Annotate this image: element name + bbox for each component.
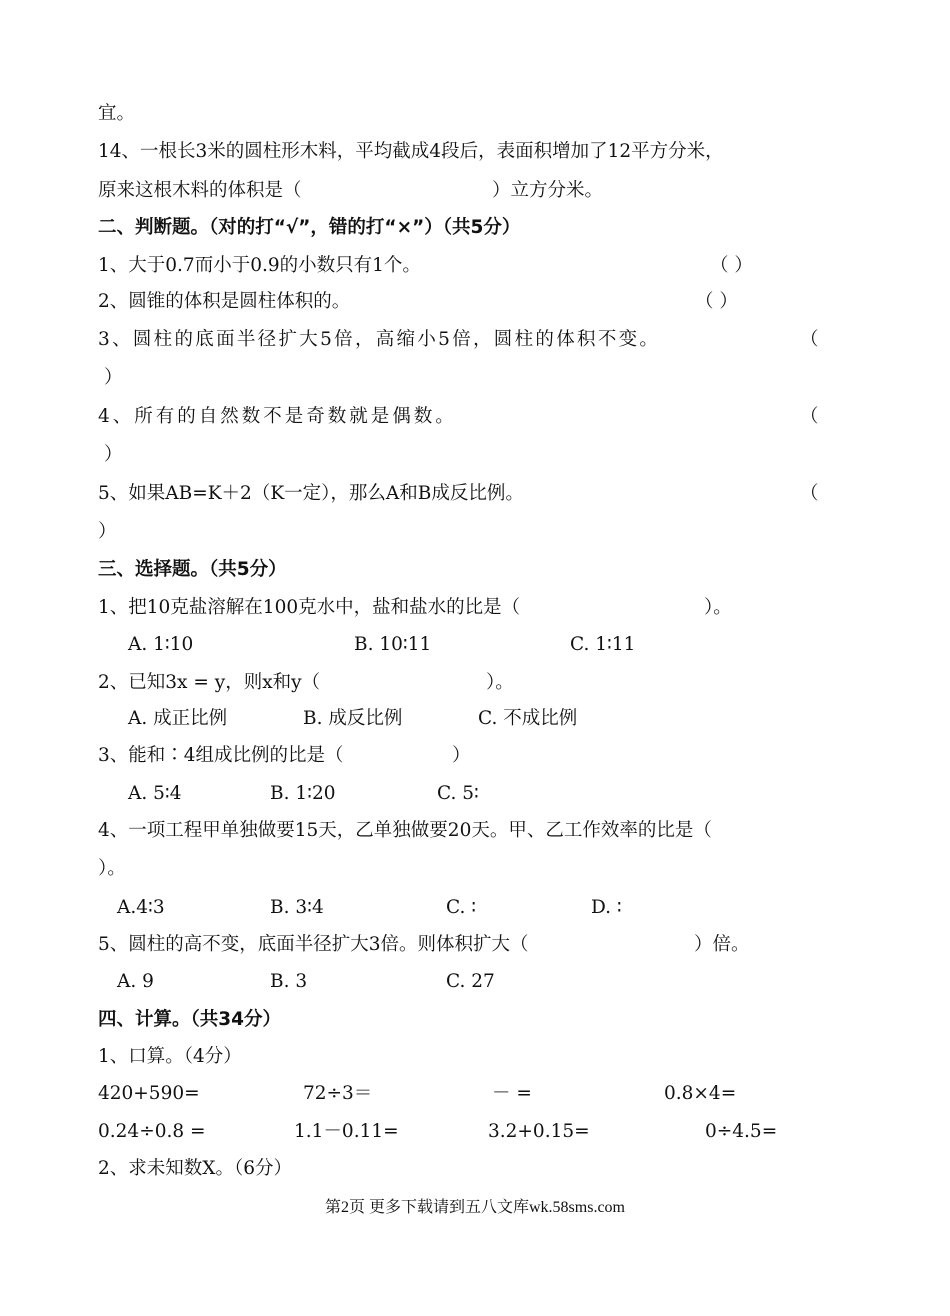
- choice-question-3: 3、能和∶4组成比例的比是（: [98, 745, 344, 766]
- judge-item-2: 2、圆锥的体积是圆柱体积的。: [98, 291, 351, 312]
- judge-item-3: 3、圆柱的底面半径扩大5倍，高缩小5倍，圆柱的体积不变。: [98, 329, 661, 350]
- math-item: 420+590=: [98, 1083, 200, 1104]
- option-c: C. 27: [446, 971, 495, 992]
- math-item: 0.8×4=: [664, 1083, 737, 1104]
- option-c: C. 5∶: [437, 783, 479, 804]
- paren-close: ）: [98, 521, 117, 542]
- paren-open: （: [800, 406, 819, 427]
- blank-close: ）倍。: [694, 934, 750, 955]
- math-item: 1.1－0.11=: [294, 1121, 399, 1142]
- math-item: 3.2+0.15=: [488, 1121, 590, 1142]
- paren-close: ）: [104, 367, 123, 388]
- answer-parens: （ ）: [710, 255, 753, 276]
- blank-close: ）: [452, 745, 471, 766]
- option-c: C. 1∶11: [570, 634, 636, 655]
- text-line: 宜。: [98, 103, 136, 124]
- page-footer: 第2页 更多下载请到五八文库wk.58sms.com: [324, 1199, 625, 1216]
- option-b: B. 10∶11: [354, 634, 432, 655]
- choice-question-4: 4、一项工程甲单独做要15天，乙单独做要20天。甲、乙工作效率的比是（: [98, 820, 712, 841]
- blank-close: ）。: [98, 858, 126, 879]
- blank-close: ）。: [486, 672, 514, 693]
- option-b: B. 1∶20: [270, 783, 336, 804]
- choice-question-5: 5、圆柱的高不变，底面半径扩大3倍。则体积扩大（: [98, 934, 529, 955]
- option-d: D. ∶: [591, 897, 622, 918]
- choice-question-1: 1、把10克盐溶解在100克水中，盐和盐水的比是（: [98, 597, 521, 618]
- math-item: 0÷4.5=: [705, 1121, 778, 1142]
- math-item: － =: [492, 1083, 532, 1104]
- section-heading-choice: 三、选择题。（共5分）: [98, 559, 287, 580]
- section-heading-calculation: 四、计算。（共34分）: [98, 1009, 281, 1030]
- math-item: 72÷3＝: [303, 1083, 373, 1104]
- choice-question-2: 2、已知3x = y，则x和y（: [98, 672, 321, 693]
- blank-close: ）立方分米。: [492, 180, 604, 201]
- calc-sub-heading-1: 1、口算。（4分）: [98, 1046, 242, 1067]
- option-a: A. 9: [117, 971, 154, 992]
- option-b: B. 3: [270, 971, 308, 992]
- option-b: B. 3∶4: [270, 897, 324, 918]
- option-a: A. 5∶4: [128, 783, 182, 804]
- option-c: C. ∶: [446, 897, 477, 918]
- section-heading-judgement: 二、判断题。（对的打“√”，错的打“×”）（共5分）: [98, 217, 521, 238]
- answer-parens: （ ）: [695, 291, 738, 312]
- question-14-cont: 原来这根木料的体积是（: [98, 180, 302, 201]
- paren-close: ）: [104, 444, 123, 465]
- option-b: B. 成反比例: [303, 708, 403, 729]
- calc-sub-heading-2: 2、求未知数X。（6分）: [98, 1158, 292, 1179]
- paren-open: （: [800, 329, 819, 350]
- option-a: A. 成正比例: [128, 708, 228, 729]
- judge-item-1: 1、大于0.7而小于0.9的小数只有1个。: [98, 255, 421, 276]
- judge-item-4: 4、所有的自然数不是奇数就是偶数。: [98, 406, 457, 427]
- option-a: A. 1∶10: [128, 634, 194, 655]
- question-14: 14、一根长3米的圆柱形木料，平均截成4段后，表面积增加了12平方分米，: [98, 141, 724, 162]
- judge-item-5: 5、如果AB=K＋2（K一定），那么A和B成反比例。: [98, 483, 524, 504]
- math-item: 0.24÷0.8 =: [98, 1121, 206, 1142]
- blank-close: ）。: [704, 597, 732, 618]
- option-c: C. 不成比例: [478, 708, 578, 729]
- paren-open: （: [800, 483, 819, 504]
- option-a: A.4∶3: [117, 897, 165, 918]
